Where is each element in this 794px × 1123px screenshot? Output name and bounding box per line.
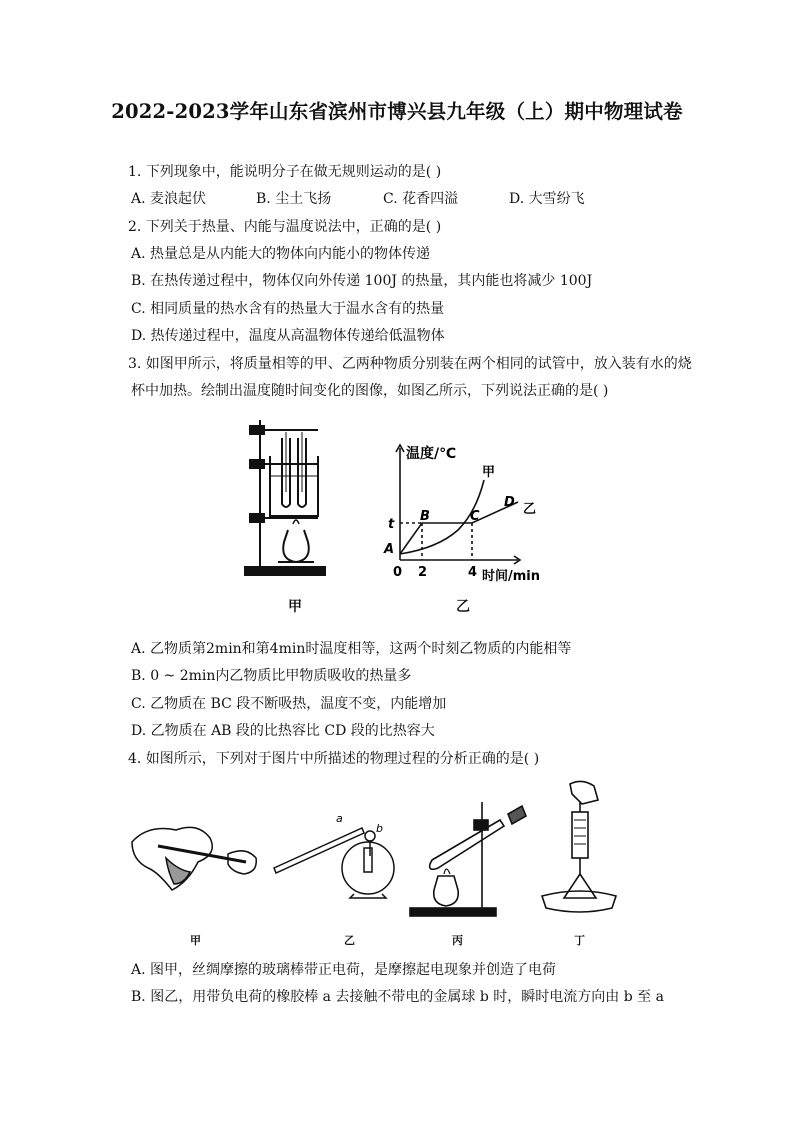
question-1-options	[0, 190, 794, 208]
graph-y-tick-t: t	[388, 517, 395, 532]
q4-option-a[interactable]: A. 图甲，丝绸摩擦的玻璃棒带正电荷，是摩擦起电现象并创造了电荷	[131, 962, 557, 978]
exam-title: 2022-2023学年山东省滨州市博兴县九年级（上）期中物理试卷	[111, 100, 683, 123]
graph-x-axis-label: 时间/min	[482, 569, 541, 584]
q2-option-b[interactable]: B. 在热传递过程中，物体仅向外传递 100J 的热量，其内能也将减少 100J	[131, 273, 593, 289]
q4-figure-caption-3: 丙	[452, 934, 463, 947]
rod-and-metal-sphere-figure	[270, 808, 400, 900]
fig-label-a: a	[336, 812, 343, 825]
q4-option-b[interactable]: B. 图乙，用带负电荷的橡胶棒 a 去接触不带电的金属球 b 时，瞬时电流方向由 b 至 a	[131, 989, 664, 1005]
q3-figure-caption-right: 乙	[456, 599, 470, 615]
q2-option-d[interactable]: D. 热传递过程中，温度从高温物体传递给低温物体	[131, 328, 445, 344]
question-2-stem: 2. 下列关于热量、内能与温度说法中，正确的是( )	[128, 219, 442, 235]
q3-option-c[interactable]: C. 乙物质在 BC 段不断吸热，温度不变，内能增加	[131, 696, 447, 712]
q3-figure-caption-left: 甲	[288, 599, 302, 615]
graph-x-tick-4: 4	[468, 565, 478, 580]
question-3-stem-line2: 杯中加热。绘制出温度随时间变化的图像，如图乙所示，下列说法正确的是( )	[131, 383, 609, 399]
q1-option-b[interactable]: B. 尘土飞扬	[256, 191, 332, 207]
graph-series-yi-label: 乙	[523, 502, 537, 517]
question-4-stem: 4. 如图所示，下列对于图片中所描述的物理过程的分析正确的是( )	[128, 751, 540, 767]
q4-figure-caption-1: 甲	[190, 934, 201, 947]
q4-figure-caption-4: 丁	[574, 934, 585, 947]
graph-origin-label: 0	[393, 565, 403, 580]
q1-option-a[interactable]: A. 麦浪起伏	[131, 191, 207, 207]
spring-scale-water-figure	[538, 778, 620, 928]
q1-option-c[interactable]: C. 花香四溢	[383, 191, 459, 207]
heating-apparatus-figure	[240, 412, 335, 582]
graph-y-axis-label: 温度/℃	[406, 446, 457, 462]
graph-x-tick-2: 2	[418, 565, 428, 580]
q1-option-d[interactable]: D. 大雪纷飞	[509, 191, 585, 207]
graph-point-b: B	[420, 509, 430, 524]
q3-option-a[interactable]: A. 乙物质第2min和第4min时温度相等，这两个时刻乙物质的内能相等	[131, 641, 572, 657]
question-3-stem-line1: 3. 如图甲所示，将质量相等的甲、乙两种物质分别装在两个相同的试管中，放入装有水的烧	[128, 356, 692, 372]
q4-figure-caption-2: 乙	[344, 934, 355, 947]
temperature-time-graph	[378, 440, 558, 585]
graph-series-jia-label: 甲	[482, 465, 496, 480]
heated-test-tube-figure	[404, 790, 529, 920]
q3-option-d[interactable]: D. 乙物质在 AB 段的比热容比 CD 段的比热容大	[131, 723, 435, 739]
graph-point-a: A	[384, 542, 395, 557]
graph-point-d: D	[504, 495, 515, 510]
q2-option-a[interactable]: A. 热量总是从内能大的物体向内能小的物体传递	[131, 246, 431, 262]
q2-option-c[interactable]: C. 相同质量的热水含有的热量大于温水含有的热量	[131, 301, 445, 317]
silk-rubbing-rod-figure	[128, 812, 263, 897]
question-1-stem: 1. 下列现象中，能说明分子在做无规则运动的是( )	[128, 164, 442, 180]
q3-option-b[interactable]: B. 0 ~ 2min内乙物质比甲物质吸收的热量多	[131, 668, 412, 684]
graph-point-c: C	[470, 509, 480, 524]
fig-label-b: b	[376, 822, 383, 835]
